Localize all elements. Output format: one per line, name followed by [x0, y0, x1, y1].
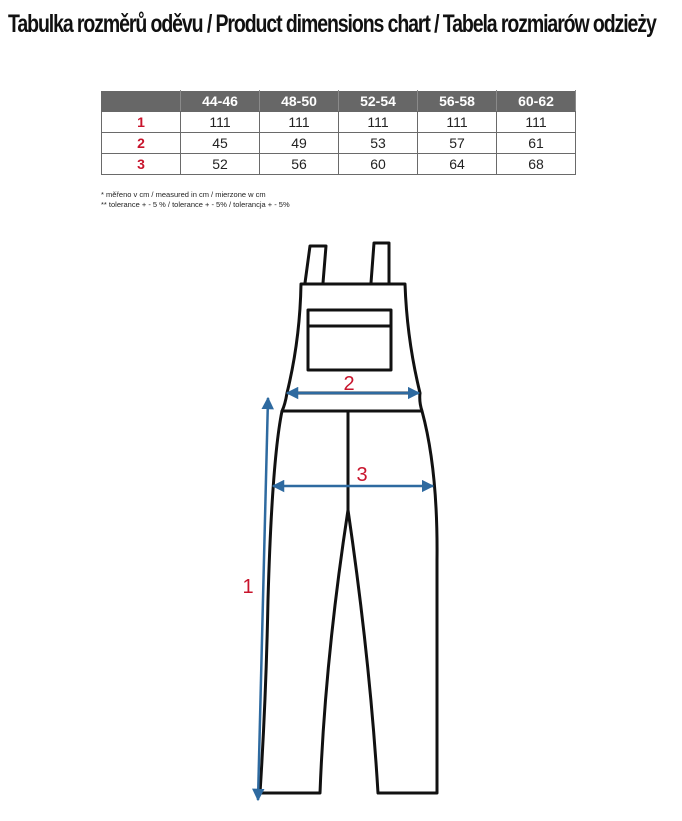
- row-label: 1: [102, 112, 181, 133]
- table-header-cell: 48-50: [260, 91, 339, 112]
- waist-label: 2: [343, 373, 355, 395]
- waistband: [282, 393, 422, 411]
- table-cell: 64: [418, 154, 497, 175]
- table-cell: 49: [260, 133, 339, 154]
- table-cell: 53: [339, 133, 418, 154]
- footnote-tolerance: ** tolerance + - 5 % / tolerance + - 5% / tolerancja + - 5%: [101, 200, 290, 209]
- left-leg: [260, 411, 348, 793]
- table-cell: 57: [418, 133, 497, 154]
- table-cell: 111: [497, 112, 576, 133]
- table-cell: 56: [260, 154, 339, 175]
- overalls-outline: [260, 243, 437, 793]
- row-label: 2: [102, 133, 181, 154]
- table-cell: 60: [339, 154, 418, 175]
- chest-pocket: [308, 310, 391, 370]
- hip-label: 3: [356, 464, 368, 486]
- right-strap: [371, 243, 389, 283]
- measure-lines: [258, 393, 433, 800]
- table-header-cell: 60-62: [497, 91, 576, 112]
- table-header-cell: 44-46: [181, 91, 260, 112]
- footnote-units: * měřeno v cm / measured in cm / mierzone w cm: [101, 190, 266, 199]
- table-cell: 52: [181, 154, 260, 175]
- table-cell: 45: [181, 133, 260, 154]
- table-cell: 111: [181, 112, 260, 133]
- table-cell: 68: [497, 154, 576, 175]
- row-label: 3: [102, 154, 181, 175]
- table-header-cell: 52-54: [339, 91, 418, 112]
- length-label: 1: [242, 576, 254, 598]
- table-cell: 61: [497, 133, 576, 154]
- left-strap: [305, 246, 326, 283]
- table-header-cell: 56-58: [418, 91, 497, 112]
- table-cell: 111: [339, 112, 418, 133]
- page-title: Tabulka rozměrů oděvu / Product dimensions chart / Tabela rozmiarów odzieży: [8, 10, 656, 38]
- table-cell: 111: [418, 112, 497, 133]
- table-cell: 111: [260, 112, 339, 133]
